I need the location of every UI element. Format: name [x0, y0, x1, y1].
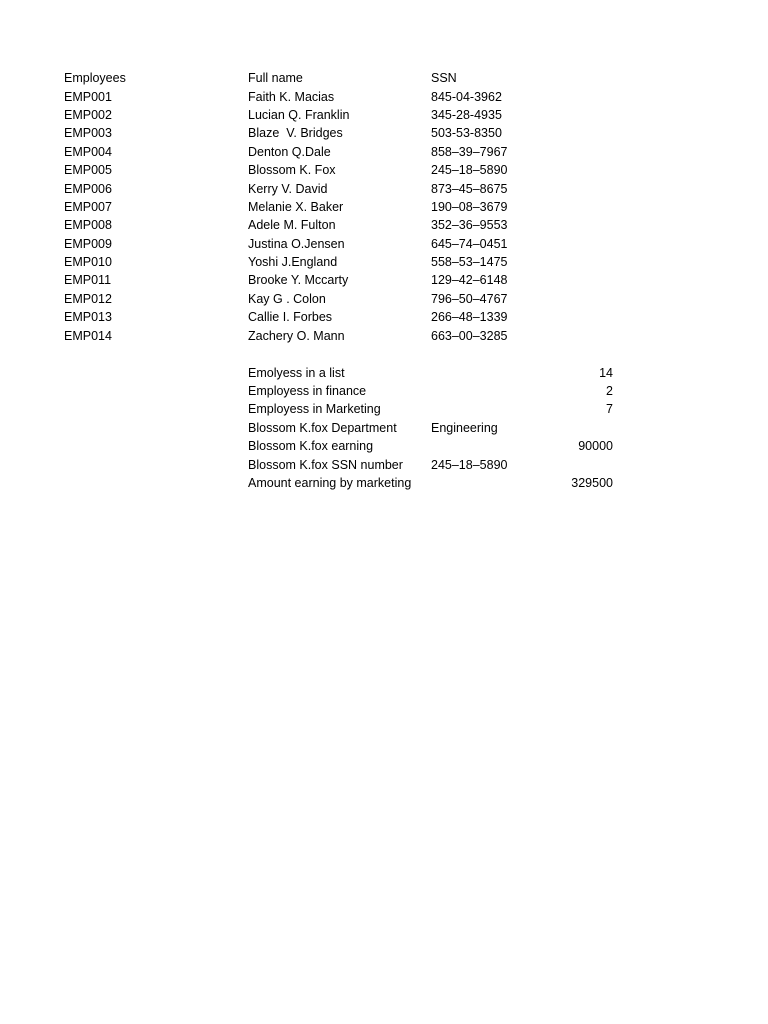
summary-label: Employess in Marketing: [248, 402, 381, 416]
employee-name: Kay G . Colon: [248, 292, 326, 306]
summary-number: 7: [606, 402, 613, 416]
summary-label: Blossom K.fox Department: [248, 421, 397, 435]
employee-ssn: 129–42–6148: [431, 273, 508, 287]
header-row: [0, 69, 768, 87]
employee-ssn: 645–74–0451: [431, 237, 508, 251]
employee-ssn: 245–18–5890: [431, 163, 508, 177]
employee-name: Blossom K. Fox: [248, 163, 336, 177]
table-row: [0, 235, 768, 253]
employee-name: Brooke Y. Mccarty: [248, 273, 349, 287]
summary-label: Employess in finance: [248, 384, 367, 398]
header-employees: Employees: [64, 71, 126, 85]
summary-number: 2: [606, 384, 613, 398]
employee-ssn: 796–50–4767: [431, 292, 508, 306]
summary-row: [0, 382, 768, 400]
summary-text: Engineering: [431, 421, 498, 435]
table-row: [0, 180, 768, 198]
summary-label: Blossom K.fox SSN number: [248, 458, 403, 472]
summary-row: [0, 456, 768, 474]
table-row: [0, 271, 768, 289]
summary-row: [0, 419, 768, 437]
employee-name: Zachery O. Mann: [248, 329, 345, 343]
employee-ssn: 503-53-8350: [431, 126, 502, 140]
employee-name: Faith K. Macias: [248, 90, 335, 104]
table-row: [0, 198, 768, 216]
employee-id: EMP009: [64, 237, 112, 251]
employee-id: EMP006: [64, 182, 112, 196]
table-row: [0, 327, 768, 345]
employee-name: Melanie X. Baker: [248, 200, 344, 214]
header-ssn: SSN: [431, 71, 457, 85]
employee-id: EMP007: [64, 200, 112, 214]
header-full-name: Full name: [248, 71, 303, 85]
employee-id: EMP010: [64, 255, 112, 269]
employee-id: EMP003: [64, 126, 112, 140]
employee-id: EMP004: [64, 145, 112, 159]
employee-ssn: 873–45–8675: [431, 182, 508, 196]
employee-ssn: 266–48–1339: [431, 310, 508, 324]
table-row: [0, 308, 768, 326]
employee-name: Yoshi J.England: [248, 255, 338, 269]
employee-ssn: 858–39–7967: [431, 145, 508, 159]
table-row: [0, 161, 768, 179]
summary-number: 90000: [578, 439, 613, 453]
table-row: [0, 143, 768, 161]
employee-name: Callie I. Forbes: [248, 310, 333, 324]
employee-ssn: 558–53–1475: [431, 255, 508, 269]
employee-id: EMP014: [64, 329, 112, 343]
table-row: [0, 216, 768, 234]
employee-name: Blaze V. Bridges: [248, 126, 343, 140]
summary-text: 245–18–5890: [431, 458, 508, 472]
employee-name: Adele M. Fulton: [248, 218, 336, 232]
table-row: [0, 124, 768, 142]
table-row: [0, 290, 768, 308]
summary-row: [0, 400, 768, 418]
employee-ssn: 345-28-4935: [431, 108, 502, 122]
employee-name: Denton Q.Dale: [248, 145, 331, 159]
employee-name: Kerry V. David: [248, 182, 328, 196]
summary-row: [0, 474, 768, 492]
employee-id: EMP005: [64, 163, 112, 177]
employee-id: EMP011: [64, 273, 112, 287]
employee-ssn: 845-04-3962: [431, 90, 502, 104]
employee-id: EMP013: [64, 310, 112, 324]
table-row: [0, 88, 768, 106]
employee-id: EMP001: [64, 90, 112, 104]
summary-label: Emolyess in a list: [248, 366, 345, 380]
table-row: [0, 253, 768, 271]
employee-id: EMP008: [64, 218, 112, 232]
table-row: [0, 106, 768, 124]
employee-name: Lucian Q. Franklin: [248, 108, 350, 122]
summary-label: Amount earning by marketing: [248, 476, 412, 490]
summary-row: [0, 437, 768, 455]
employee-ssn: 663–00–3285: [431, 329, 508, 343]
employee-id: EMP012: [64, 292, 112, 306]
summary-number: 14: [599, 366, 613, 380]
employee-name: Justina O.Jensen: [248, 237, 345, 251]
employee-id: EMP002: [64, 108, 112, 122]
summary-row: [0, 364, 768, 382]
summary-number: 329500: [571, 476, 613, 490]
employee-ssn: 352–36–9553: [431, 218, 508, 232]
employee-ssn: 190–08–3679: [431, 200, 508, 214]
summary-label: Blossom K.fox earning: [248, 439, 374, 453]
